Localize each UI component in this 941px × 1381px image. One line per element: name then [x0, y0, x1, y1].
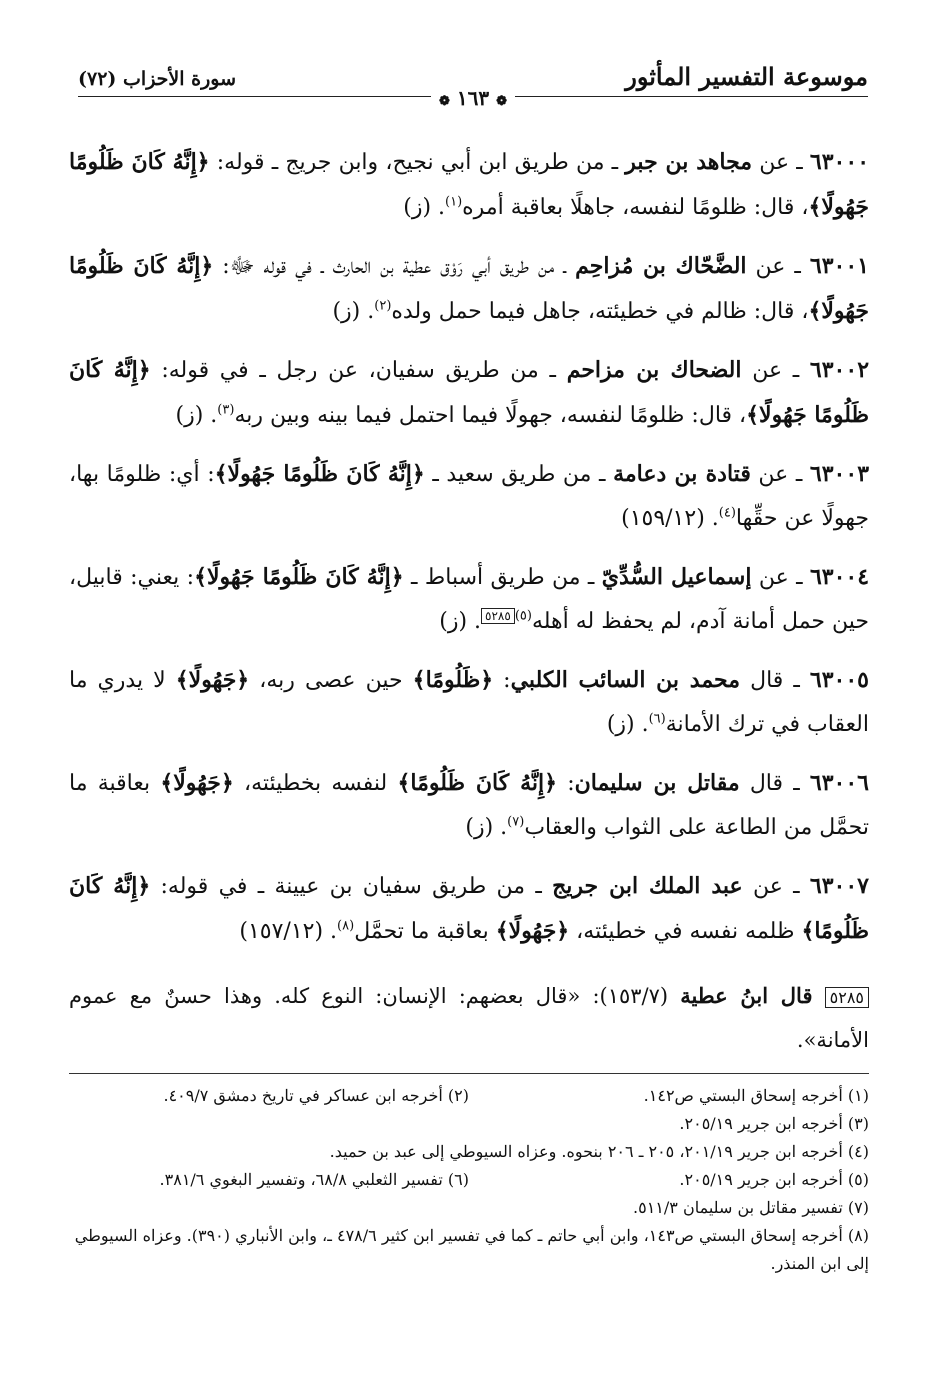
quran-quote: ﴿إِنَّهُ كَانَ ظَلُومًا جَهُولًا﴾ — [69, 253, 869, 324]
quran-quote: ﴿جَهُولًا﴾ — [160, 770, 234, 796]
commentary-ref: (١٥٣/٧): — [580, 984, 681, 1008]
quran-quote: ﴿جَهُولًا﴾ — [495, 918, 570, 944]
quran-quote: ﴿إِنَّهُ كَانَ ظَلُومًا جَهُولًا﴾ — [194, 564, 404, 590]
footnotes — [69, 1082, 869, 1278]
narrator-name: الضَّحّاك بن مُزاحِم — [575, 253, 747, 279]
footnote-marker[interactable]: (٤) — [718, 505, 736, 521]
entry: ٦٣٠٠٣ ـ عن قتادة بن دعامة ـ من طريق سعيد ـ ﴿إِنَّهُ كَانَ ظَلُومًا جَهُولًا﴾: أي: ظلومًا بها، جهولًا عن حقِّها$^{(٤)}$. (١٥٩/١٢) — [69, 461, 870, 531]
entry-number: ٦٣٠٠٢ — [809, 357, 870, 383]
source-ref: . (ز) — [465, 815, 508, 840]
footnote-marker[interactable]: (١) — [445, 194, 463, 210]
entry: ٦٣٠٠٠ ـ عن مجاهد بن جبر ـ من طريق ابن أبي نجيح، وابن جريج ـ قوله: ﴿إِنَّهُ كَانَ ظَلُومًا جَهُولًا﴾، قال: ظلومًا لنفسه، جاهلًا بعاقبة أمره$^{(١)}$. (ز) — [69, 149, 870, 220]
entry-number: ٦٣٠٠١ — [809, 253, 869, 279]
page-header — [78, 60, 868, 108]
footnote-marker[interactable]: (٧) — [507, 814, 525, 830]
entry: ٦٣٠٠٢ ـ عن الضحاك بن مزاحم ـ من طريق سفيان، عن رجل ـ في قوله: ﴿إِنَّهُ كَانَ ظَلُومًا جَهُولًا﴾، قال: ظلومًا لنفسه، جهولًا فيما احتمل فيما بينه وبين ربه$^{(٣)}$. (ز) — [69, 357, 870, 428]
footnote: (٨) أخرجه إسحاق البستي ص١٤٣، وابن أبي حاتم ـ كما في تفسير ابن كثير ٤٧٨/٦ ـ، وابن الأنباري (٣٩٠). وعزاه السيوطي إلى ابن المنذر. — [74, 1226, 869, 1273]
entry: ٦٣٠٠٤ ـ عن إسماعيل السُّدِّيّ ـ من طريق أسباط ـ ﴿إِنَّهُ كَانَ ظَلُومًا جَهُولًا﴾: يعني: قابيل، حين حمل أمانة آدم، لم يحفظ له أهله$^{(٥)٥٢٨٥}$. (ز) — [69, 564, 870, 634]
quran-quote: ﴿إِنَّهُ كَانَ ظَلُومًا﴾ — [69, 873, 869, 944]
quran-quote: ﴿إِنَّهُ كَانَ ظَلُومًا جَهُولًا﴾ — [214, 461, 425, 487]
entry: ٦٣٠٠٦ ـ قال مقاتل بن سليمان: ﴿إِنَّهُ كَانَ ظَلُومًا﴾ لنفسه بخطيئته، ﴿جَهُولًا﴾ بعاقبة ما تحمَّل من الطاعة على الثواب والعقاب$^{(٧)}$. (ز) — [69, 770, 869, 840]
footnote: (١) أخرجه إسحاق البستي ص١٤٢. — [643, 1086, 869, 1105]
narrator-name: مقاتل بن سليمان — [574, 770, 740, 796]
commentary-ref-box[interactable]: ٥٢٨٥ — [481, 608, 515, 624]
surah-title: سورة الأحزاب (٧٢) — [78, 68, 237, 90]
source-ref: . (١٥٧/١٢) — [239, 919, 338, 944]
quran-quote: ﴿ظَلُومًا﴾ — [412, 667, 494, 693]
source-ref: . (ز) — [175, 403, 218, 428]
footnote-marker[interactable]: (٣) — [217, 402, 235, 418]
footnote-marker[interactable]: (٨) — [337, 918, 355, 934]
narrator-name: الضحاك بن مزاحم — [566, 357, 742, 383]
footnote: (٧) تفسير مقاتل بن سليمان ٥١١/٣. — [633, 1198, 869, 1217]
footnote: (٥) أخرجه ابن جرير ٢٠٥/١٩. — [679, 1170, 869, 1189]
source-ref: . (ز) — [439, 609, 482, 634]
entry: ٦٣٠٠١ ـ عن الضَّحّاك بن مُزاحِم ـ من طريق أبي رَوْق عطية بن الحارث ـ في قوله ﷻ: ﴿إِنَّهُ كَانَ ظَلُومًا جَهُولًا﴾، قال: ظالم في خطيئته، جاهل فيما حمل ولده$^{(٢)}$. (ز) — [69, 253, 869, 324]
page-number-box — [431, 86, 515, 110]
entry: ٦٣٠٠٧ ـ عن عبد الملك ابن جريج ـ من طريق سفيان بن عيينة ـ في قوله: ﴿إِنَّهُ كَانَ ظَلُومًا﴾ ظلمه نفسه في خطيئته، ﴿جَهُولًا﴾ بعاقبة ما تحمَّل$^{(٨)}$. (١٥٧/١٢) — [69, 873, 869, 944]
ornament-icon: ❁ — [439, 94, 450, 109]
footnote: (٢) أخرجه ابن عساكر في تاريخ دمشق ٤٠٩/٧. — [163, 1086, 469, 1105]
footnote-marker[interactable]: (٢) — [374, 298, 392, 314]
commentary-number-box: ٥٢٨٥ — [825, 987, 869, 1008]
entry-number: ٦٣٠٠٤ — [809, 564, 870, 590]
narrator-name: عبد الملك ابن جريج — [552, 873, 743, 899]
quran-quote: ﴿إِنَّهُ كَانَ ظَلُومًا﴾ — [397, 770, 558, 796]
footnote: (٦) تفسير الثعلبي ٦٨/٨، وتفسير البغوي ٣٨١/٦. — [159, 1170, 469, 1189]
source-ref: . (ز) — [606, 712, 649, 737]
footnote-divider — [69, 1073, 869, 1074]
entry: ٦٣٠٠٥ ـ قال محمد بن السائب الكلبي: ﴿ظَلُومًا﴾ حين عصى ربه، ﴿جَهُولًا﴾ لا يدري ما العقاب في ترك الأمانة$^{(٦)}$. (ز) — [69, 667, 869, 737]
commentary-text: «قال بعضهم: الإنسان: النوع كله. وهذا حسنٌ مع عموم الأمانة». — [69, 984, 869, 1052]
main-text — [69, 140, 869, 968]
entry-number: ٦٣٠٠٧ — [809, 873, 869, 899]
footnote-marker[interactable]: (٦) — [648, 711, 666, 727]
footnote: (٣) أخرجه ابن جرير ٢٠٥/١٩. — [679, 1114, 869, 1133]
footnote: (٤) أخرجه ابن جرير ٢٠١/١٩، ٢٠٥ ـ ٢٠٦ بنحوه. وعزاه السيوطي إلى عبد بن حميد. — [329, 1142, 869, 1161]
book-title: موسوعة التفسير المأثور — [625, 62, 868, 91]
source-ref: . (١٥٩/١٢) — [621, 506, 719, 531]
quran-quote: ﴿جَهُولًا﴾ — [175, 667, 250, 693]
entry-number: ٦٣٠٠٥ — [809, 667, 869, 693]
ornament-icon: ❁ — [496, 94, 507, 109]
entry-number: ٦٣٠٠٣ — [809, 461, 870, 487]
quran-quote: ﴿إِنَّهُ كَانَ ظَلُومًا جَهُولًا﴾ — [69, 149, 869, 220]
narrator-name: قتادة بن دعامة — [613, 461, 751, 487]
source-ref: . (ز) — [332, 299, 375, 324]
page-number: ١٦٣ — [456, 86, 490, 110]
entry-number: ٦٣٠٠٠ — [809, 149, 870, 175]
narrator-name: محمد بن السائب الكلبي — [510, 667, 741, 693]
narrator-name: مجاهد بن جبر — [625, 149, 753, 175]
narrator-name: إسماعيل السُّدِّيّ — [601, 564, 752, 590]
commentary-author: قال ابنُ عطية — [680, 983, 813, 1008]
quran-quote: ﴿إِنَّهُ كَانَ ظَلُومًا جَهُولًا﴾ — [69, 357, 869, 428]
commentary-block — [69, 975, 869, 1061]
source-ref: . (ز) — [403, 195, 446, 220]
entry-number: ٦٣٠٠٦ — [809, 770, 869, 796]
footnote-marker[interactable]: (٥) — [514, 608, 532, 624]
